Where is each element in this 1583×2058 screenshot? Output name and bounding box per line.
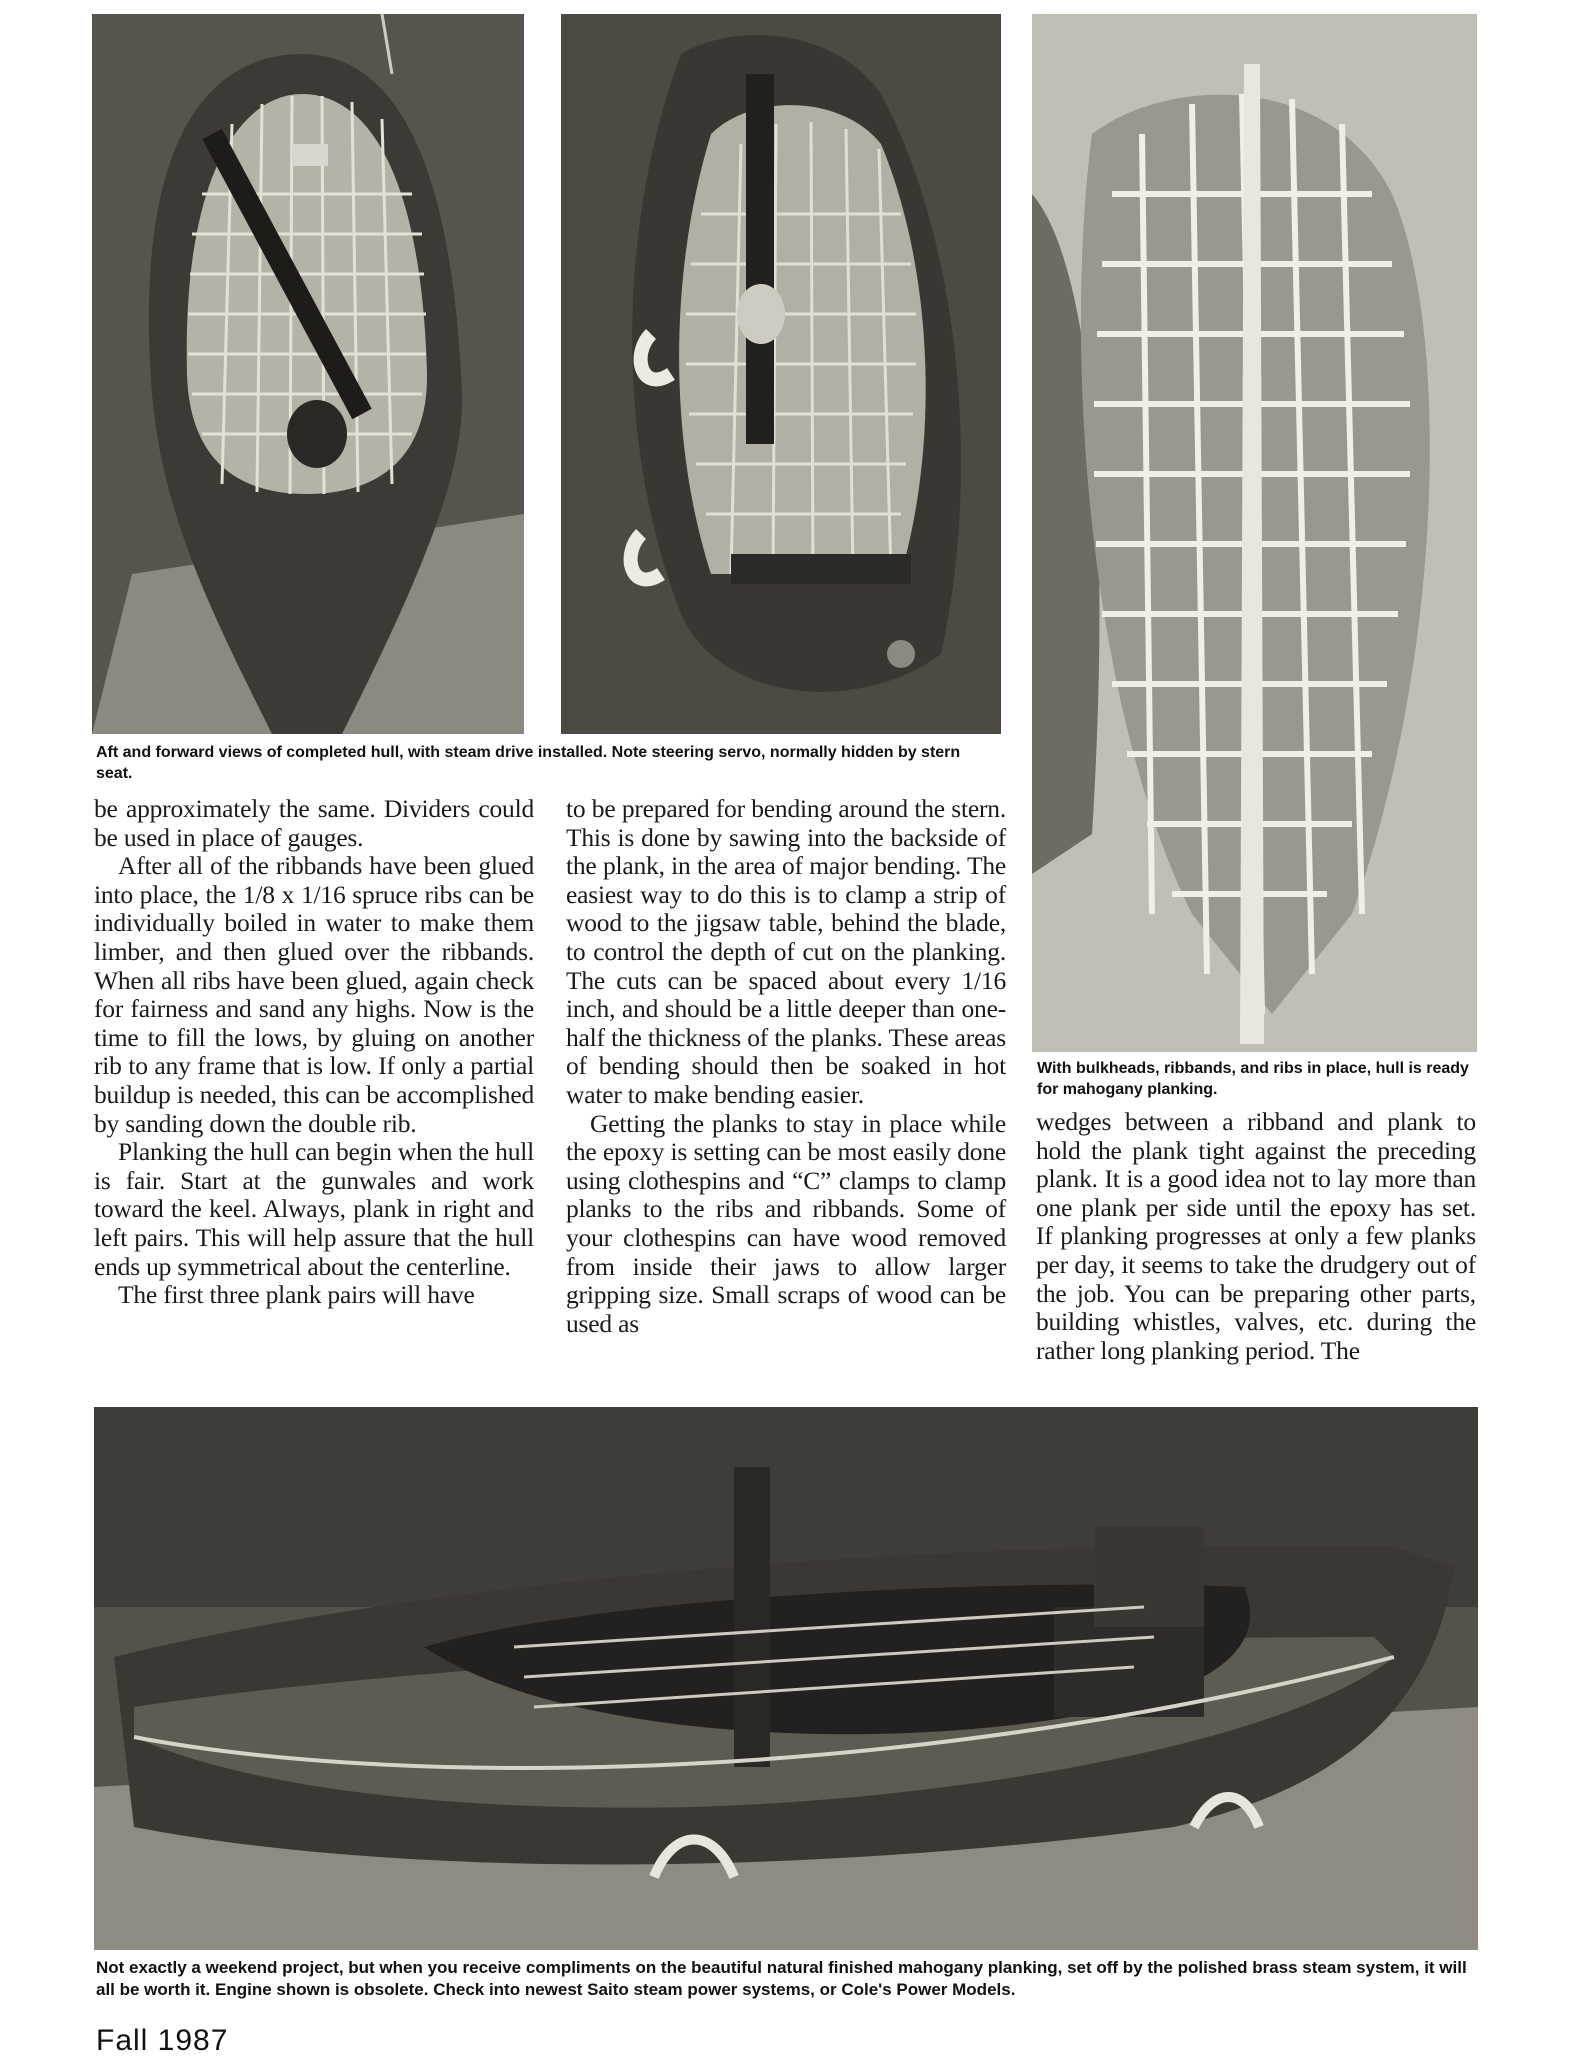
paragraph: Planking the hull can begin when the hull is fair. Start at the gunwales and work toward the keel. Always, plank in right and left pairs. This will help assure that the hull ends up symmetrical about the centerline. (94, 1137, 535, 1281)
caption-top-photos: Aft and forward views of completed hull, with steam drive installed. Note steering servo, normally hidden by stern seat. (96, 744, 961, 782)
caption-framing-photo: With bulkheads, ribbands, and ribs in place, hull is ready for mahogany planking. (1037, 1060, 1469, 1098)
article-column-1 (94, 795, 534, 1310)
photo-aft-view (92, 14, 524, 734)
paragraph: Getting the planks to stay in place while the epoxy is setting can be most easily done using clothespins and “C” clamps to clamp planks to the ribs and ribbands. Some of your clothespins can have wood removed from inside their jaws to allow larger gripping size. Small scraps of wood can be used as (566, 1108, 1006, 1338)
photo-completed-boat (94, 1407, 1478, 1950)
paragraph: After all of the ribbands have been glued into place, the 1/8 x 1/16 spruce ribs can be individually boiled in water to make them limber, and then glued over the ribbands. When all ribs have been glued, again check for fairness and sand any highs. Now is the time to fill the lows, by gluing on another rib to any frame that is low. If only a partial buildup is needed, this can be accomplished by sanding down the double rib. (94, 851, 534, 1138)
photo-forward-view (561, 14, 1001, 734)
caption-bottom-photo: Not exactly a weekend project, but when you receive compliments on the beautiful natural finished mahogany planking, set off by the polished brass steam system, it will all be worth it. Engine shown is obsolete. Check into newest Saito steam power systems, or Cole's Power Models. (96, 1958, 1467, 1999)
folio: Fall 1987 (96, 2024, 229, 2057)
article-column-3 (1036, 1108, 1476, 1365)
photo-hull-framing (1032, 14, 1477, 1052)
paragraph: be approximately the same. Dividers could be used in place of gauges. (94, 794, 534, 852)
paragraph: to be prepared for bending around the stern. This is done by sawing into the backside of the plank, in the area of major bending. The easiest way to do this is to clamp a strip of wood to the jigsaw table, behind the blade, to control the depth of cut on the planking. The cuts can be spaced about every 1/16 inch, and should be a little deeper than one-half the thickness of the planks. These areas of bending should then be soaked in hot water to make bending easier. (566, 794, 1006, 1109)
paragraph: The first three plank pairs will have (118, 1280, 475, 1310)
paragraph: wedges between a ribband and plank to hold the plank tight against the preceding plank. It is a good idea not to lay more than one plank per side until the epoxy has set. If planking progresses at only a few planks per day, it seems to take the drudgery out of the job. You can be preparing other parts, building whistles, valves, etc. during the rather long planking period. The (1036, 1107, 1476, 1365)
article-column-2 (566, 795, 1006, 1338)
